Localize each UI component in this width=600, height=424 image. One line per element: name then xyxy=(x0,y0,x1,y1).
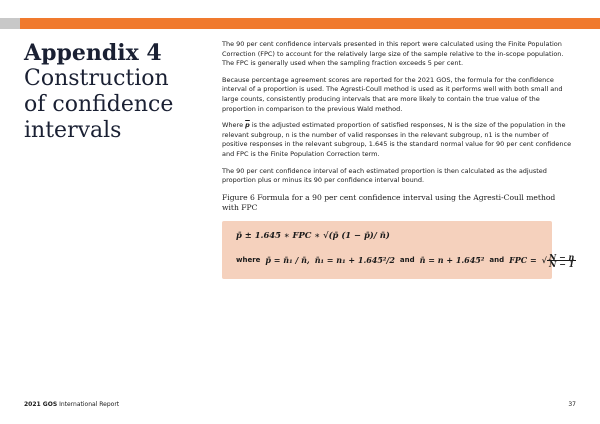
sqrt-sign-icon: √ xyxy=(541,254,547,265)
section-heading xyxy=(24,40,204,144)
footer-report-year: 2021 GOS xyxy=(24,401,58,408)
definitions-rest: is the adjusted estimated proportion of satisfied responses, N is the size of the population in the relevant subgroup, n is the number of valid responses in the relevant subgroup, n1 is the number of positive responses in the relevant subgroup, 1.645 is the standard normal value for 90 per cent confidence and FPC is the Finite Population Correction term. xyxy=(222,121,572,158)
formula-fpc-label: FPC = xyxy=(509,254,537,265)
formula-def-n1: n̄₁ = n₁ + 1.645²/2 xyxy=(314,254,395,265)
heading-line-4: intervals xyxy=(24,118,122,143)
formula-where: where xyxy=(236,255,261,264)
heading-line-2: Construction xyxy=(24,66,169,91)
paragraph-interval: The 90 per cent confidence interval of each estimated proportion is then calculated as the adjusted proportion plus or minus its 90 per confidence interval bound. xyxy=(222,166,547,185)
fpc-fraction xyxy=(547,251,576,270)
formula-main: p̄ ± 1.645 ∗ FPC ∗ √(p̄ (1 − p̄)/ n̄) xyxy=(236,229,390,240)
formula-def-n: n̄ = n + 1.645² xyxy=(419,254,485,265)
paragraph-agresti-coull: Because percentage agreement scores are reported for the 2021 GOS, the formula for the confidence interval of a proportion is used. The Agresti-Coull method is used as it performs well with both small and large counts, consistently producing intervals that are more likely to contain the true value of the proportion in comparison to the previous Wald method. xyxy=(222,75,563,113)
definitions-lead: Where xyxy=(222,121,244,130)
page-number: 37 xyxy=(568,401,576,408)
footer-report-name: International Report xyxy=(59,401,120,408)
body-column xyxy=(222,40,574,279)
top-bar-grey-tab xyxy=(0,18,20,29)
heading-line-1: Appendix 4 xyxy=(24,40,162,66)
fpc-denominator: N − 1 xyxy=(549,259,575,270)
fpc-numerator: N − n xyxy=(548,251,575,262)
heading-line-3: of confidence xyxy=(24,92,174,117)
figure-title: Figure 6 Formula for a 90 per cent confidence interval using the Agresti-Coull method with FPC xyxy=(222,192,556,212)
footer-report-label xyxy=(24,401,119,408)
formula-and-1: and xyxy=(399,255,415,264)
p-bar-symbol: $\overline{p}$ xyxy=(245,121,250,130)
top-bar-orange xyxy=(20,18,600,29)
formula-def-p: p̄ = n̄₁ / n̄, xyxy=(265,254,310,265)
formula-and-2: and xyxy=(489,255,505,264)
paragraph-fpc: The 90 per cent confidence intervals presented in this report were calculated using the Finite Population Correction (FPC) to account for the relatively large size of the sample relative to the in-scope population. The FPC is generally used when the sampling fraction exceeds 5 per cent. xyxy=(222,40,564,68)
fpc-sqrt xyxy=(541,251,577,270)
top-accent-bar xyxy=(0,18,600,29)
paragraph-definitions xyxy=(222,121,574,159)
formula-box xyxy=(222,221,575,279)
formula-definitions xyxy=(236,251,575,270)
